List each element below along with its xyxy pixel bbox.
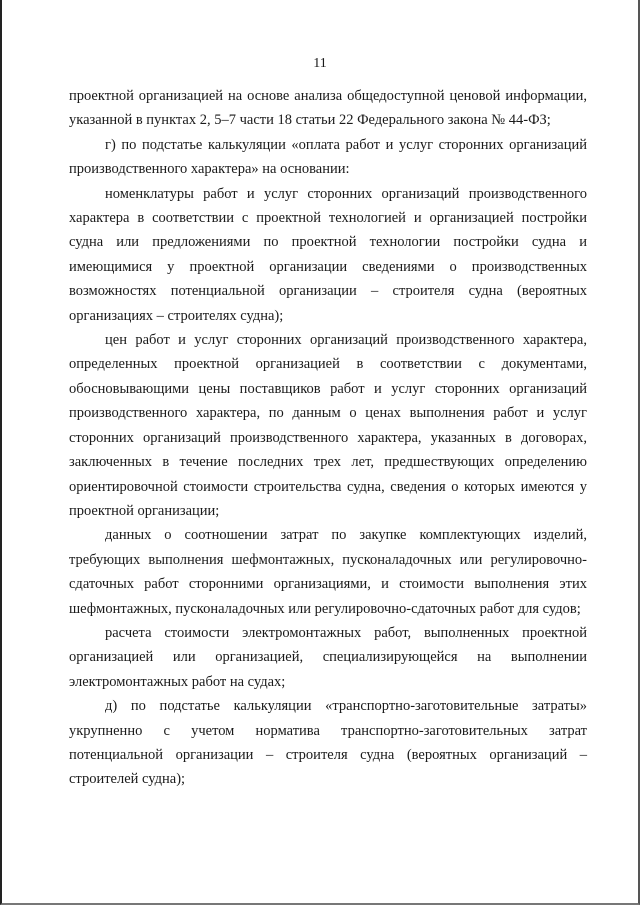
paragraph-item-g: г) по подстатье калькуляции «оплата работ и услуг сторонних организаций производственного характера» на основании:	[69, 136, 587, 178]
paragraph-cost-ratio: данных о соотношении затрат по закупке комплектующих изделий, требующих выполнения шефмонтажных, пусконаладочных или регулировочно-сдаточных работ сторонними организациями, и стоимости выполнения этих шефмонтажных, пусконаладочных или регулировочно-сдаточных работ для судов;	[69, 527, 587, 617]
paragraph-prices: цен работ и услуг сторонних организаций производственного характера, определенных проектной организацией в соответствии с документами, обосновывающими цены поставщиков работ и услуг сторонних организаций производственного характера, по данным о ценах выполнения работ и услуг сторонних организаций производственного характера, указанных в договорах, заключенных в течение последних трех лет, предшествующих определению ориентировочной стоимости строительства судна, сведения о которых имеются у проектной организации;	[69, 332, 587, 519]
page-number: 11	[313, 56, 327, 71]
document-body	[69, 84, 587, 792]
paragraph-nomenclature: номенклатуры работ и услуг сторонних организаций производственного характера в соответствии с проектной технологией и организацией постройки судна или предложениями по проектной технологии постройки судна и имеющимися у проектной организации сведениями о производственных возможностях потенциальной организации – строителя судна (вероятных организациях – строителях судна);	[69, 185, 587, 324]
paragraph-item-d: д) по подстатье калькуляции «транспортно-заготовительные затраты» укрупненно с учетом норматива транспортно-заготовительных затрат потенциальной организации – строителя судна (вероятных организаций – строителей судна);	[69, 698, 587, 788]
paragraph-electrical-works: расчета стоимости электромонтажных работ, выполненных проектной организацией или организацией, специализирующейся на выполнении электромонтажных работ на судах;	[69, 624, 587, 690]
paragraph-continuation: проектной организацией на основе анализа общедоступной ценовой информации, указанной в пунктах 2, 5–7 части 18 статьи 22 Федерального закона № 44-ФЗ;	[69, 88, 587, 129]
